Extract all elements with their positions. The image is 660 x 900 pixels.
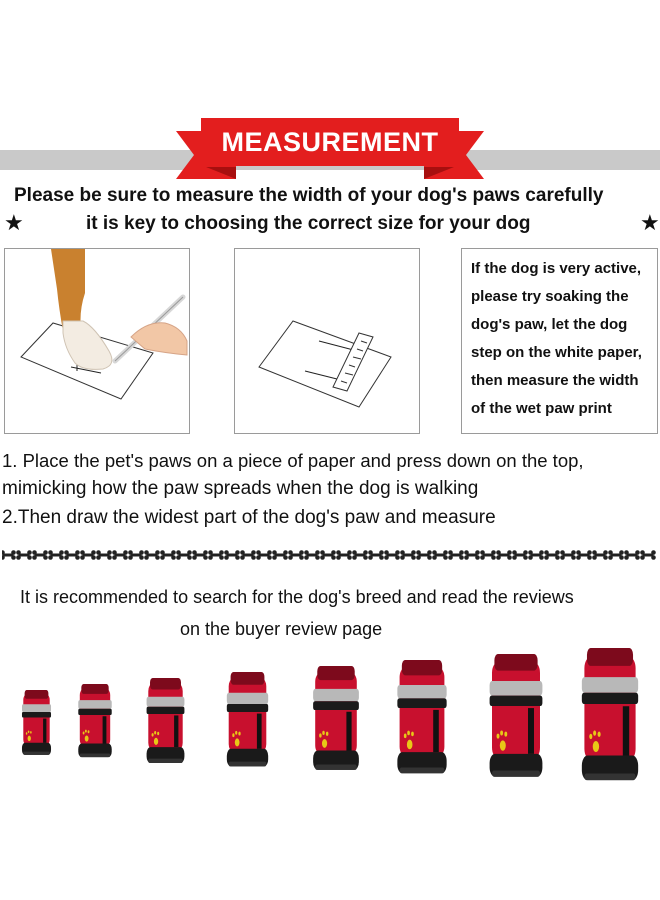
tip-line: step on the white paper, — [471, 344, 642, 361]
wet-paw-tip-box — [461, 248, 658, 434]
tip-line: of the wet paw print — [471, 400, 612, 417]
step-2: 2.Then draw the widest part of the dog's paw and measure — [2, 507, 496, 528]
recommendation-line-2: on the buyer review page — [180, 619, 383, 639]
dog-boot-icon — [582, 648, 638, 780]
dog-boot-icon — [22, 690, 51, 755]
tip-line: then measure the width — [471, 372, 639, 389]
dog-boot-icon — [78, 684, 111, 757]
dog-boot-size-row — [0, 640, 660, 790]
dog-boot-icon — [397, 660, 446, 773]
step-1-line-1: 1. Place the pet's paws on a piece of paper and press down on the top, — [2, 450, 584, 471]
bone-divider — [0, 548, 660, 562]
tip-line: If the dog is very active, — [471, 260, 642, 277]
star-icon: ★ — [640, 210, 660, 235]
headline-line-1: Please be sure to measure the width of your dog's paws carefully — [14, 185, 604, 206]
star-icon: ★ — [4, 210, 24, 235]
tip-line: dog's paw, let the dog — [471, 316, 628, 333]
recommendation-line-1: It is recommended to search for the dog's breed and read the reviews — [20, 587, 574, 607]
ruler-on-paper-illustration — [234, 248, 420, 434]
dog-boot-icon — [490, 654, 543, 777]
dog-boot-icon — [147, 678, 185, 763]
dog-boot-icon — [313, 666, 359, 770]
headline-line-2: it is key to choosing the correct size for your dog — [86, 213, 531, 234]
measurement-banner: MEASUREMENT — [201, 118, 459, 166]
dog-boot-icon — [227, 672, 268, 766]
step-1-line-2: mimicking how the paw spreads when the dog is walking — [2, 478, 479, 499]
tip-line: please try soaking the — [471, 288, 629, 305]
paw-on-paper-illustration — [4, 248, 190, 434]
